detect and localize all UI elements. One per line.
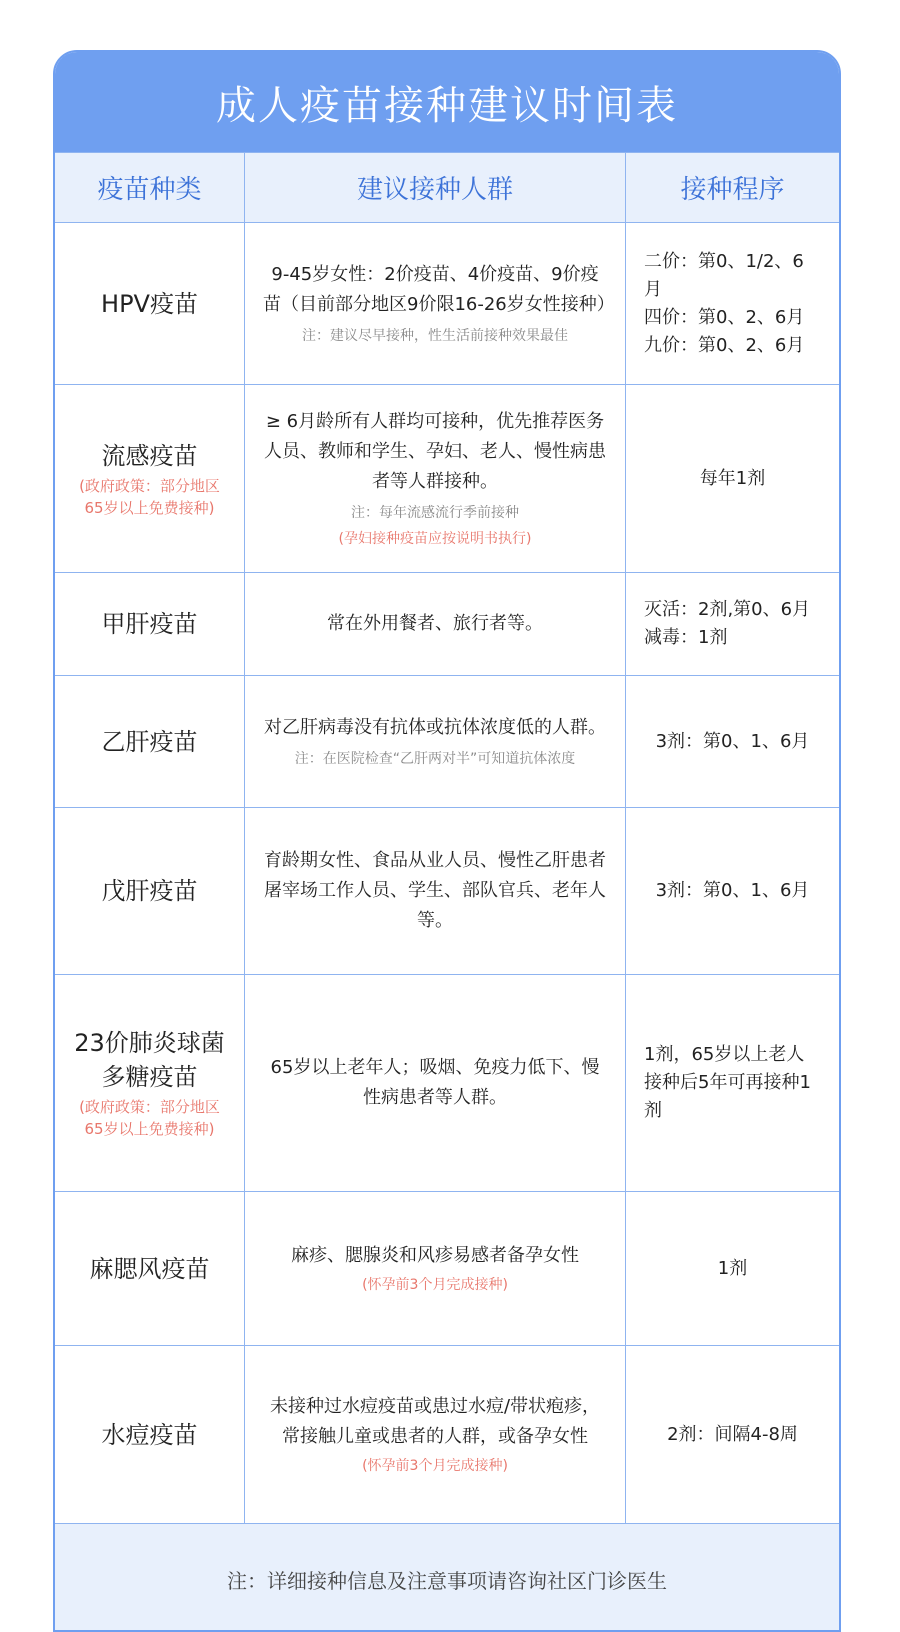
table-row bbox=[55, 974, 839, 1191]
schedule-line: 减毒：1剂 bbox=[644, 627, 728, 648]
table-row bbox=[55, 384, 839, 572]
target-group-text: 育龄期女性、食品从业人员、慢性乙肝患者屠宰场工作人员、学生、部队官兵、老年人等。 bbox=[264, 850, 606, 931]
target-group-cell bbox=[245, 573, 626, 675]
table-header-row bbox=[55, 152, 839, 222]
policy-note: (政府政策：部分地区65岁以上免费接种) bbox=[79, 1098, 220, 1138]
note-text: 注：每年流感流行季前接种 bbox=[351, 504, 519, 521]
policy-note: (政府政策：部分地区65岁以上免费接种) bbox=[79, 476, 220, 517]
footer-note: 注：详细接种信息及注意事项请咨询社区门诊医生 bbox=[55, 1523, 839, 1632]
header-vaccine-type: 疫苗种类 bbox=[55, 153, 245, 222]
schedule-cell bbox=[626, 1346, 839, 1523]
schedule-cell bbox=[626, 676, 839, 807]
vaccine-name-cell bbox=[55, 808, 245, 974]
schedule-cell bbox=[626, 975, 839, 1191]
note-text: 注：建议尽早接种，性生活前接种效果最佳 bbox=[302, 327, 568, 344]
vaccine-name: 流感疫苗 bbox=[101, 441, 198, 470]
schedule-cell bbox=[626, 1192, 839, 1345]
target-group-text: 常在外用餐者、旅行者等。 bbox=[327, 613, 543, 634]
header-target-group: 建议接种人群 bbox=[245, 153, 626, 222]
schedule-line: 1剂，65岁以上老人接种后5年可再接种1剂 bbox=[644, 1044, 811, 1121]
table-row bbox=[55, 807, 839, 974]
schedule-line: 灭活：2剂,第0、6月 bbox=[644, 599, 811, 620]
target-group-cell bbox=[245, 808, 626, 974]
schedule-line: 3剂：第0、1、6月 bbox=[655, 730, 810, 752]
schedule-line: 九价：第0、2、6月 bbox=[644, 334, 805, 356]
warning-note: (怀孕前3个月完成接种) bbox=[362, 1276, 508, 1293]
schedule-card bbox=[53, 50, 841, 1632]
vaccine-name-cell bbox=[55, 1192, 245, 1345]
vaccine-name: HPV疫苗 bbox=[101, 289, 198, 318]
target-group-text: 9-45岁女性：2价疫苗、4价疫苗、9价疫苗（目前部分地区9价限16-26岁女性接种） bbox=[263, 263, 615, 315]
schedule-line: 2剂：间隔4-8周 bbox=[667, 1423, 798, 1445]
table-row bbox=[55, 222, 839, 384]
warning-note: (孕妇接种疫苗应按说明书执行) bbox=[338, 530, 532, 547]
target-group-text: 麻疹、腮腺炎和风疹易感者备孕女性 bbox=[291, 1244, 579, 1266]
table-row bbox=[55, 1191, 839, 1345]
warning-note: (怀孕前3个月完成接种) bbox=[362, 1457, 508, 1474]
target-group-text: 未接种过水痘疫苗或患过水痘/带状疱疹，常接触儿童或患者的人群，或备孕女性 bbox=[269, 1395, 601, 1447]
schedule-cell bbox=[626, 385, 839, 572]
table-row bbox=[55, 1345, 839, 1523]
schedule-line: 四价：第0、2、6月 bbox=[644, 306, 805, 328]
target-group-text: 对乙肝病毒没有抗体或抗体浓度低的人群。 bbox=[264, 716, 606, 738]
target-group-text: ≥ 6月龄所有人群均可接种，优先推荐医务人员、教师和学生、孕妇、老人、慢性病患者等人群接种。 bbox=[264, 410, 606, 492]
target-group-cell bbox=[245, 385, 626, 572]
target-group-cell bbox=[245, 1346, 626, 1523]
table-row bbox=[55, 675, 839, 807]
vaccine-name-cell bbox=[55, 573, 245, 675]
vaccine-name-cell bbox=[55, 385, 245, 572]
vaccine-name-cell bbox=[55, 223, 245, 384]
schedule-cell bbox=[626, 573, 839, 675]
schedule-cell bbox=[626, 223, 839, 384]
vaccine-name-cell bbox=[55, 1346, 245, 1523]
header-schedule: 接种程序 bbox=[680, 175, 785, 205]
schedule-line: 3剂：第0、1、6月 bbox=[655, 880, 810, 901]
target-group-cell bbox=[245, 1192, 626, 1345]
table-title: 成人疫苗接种建议时间表 bbox=[55, 52, 839, 152]
vaccine-name-cell bbox=[55, 676, 245, 807]
vaccine-name: 戊肝疫苗 bbox=[101, 877, 198, 905]
schedule-line: 1剂 bbox=[717, 1257, 748, 1279]
schedule-cell bbox=[626, 808, 839, 974]
vaccine-name: 麻腮风疫苗 bbox=[89, 1254, 210, 1283]
schedule-line: 二价：第0、1/2、6月 bbox=[644, 250, 804, 300]
note-text: 注：在医院检查“乙肝两对半”可知道抗体浓度 bbox=[294, 750, 576, 767]
target-group-cell bbox=[245, 676, 626, 807]
schedule-line: 每年1剂 bbox=[699, 467, 766, 489]
table-row bbox=[55, 572, 839, 675]
target-group-cell bbox=[245, 223, 626, 384]
vaccine-name: 甲肝疫苗 bbox=[101, 610, 198, 638]
vaccine-name: 23价肺炎球菌多糖疫苗 bbox=[74, 1029, 225, 1091]
vaccine-name-cell bbox=[55, 975, 245, 1191]
vaccine-name: 乙肝疫苗 bbox=[101, 727, 198, 756]
target-group-cell bbox=[245, 975, 626, 1191]
target-group-text: 65岁以上老年人；吸烟、免疫力低下、慢性病患者等人群。 bbox=[270, 1057, 600, 1108]
vaccine-name: 水痘疫苗 bbox=[101, 1420, 198, 1449]
